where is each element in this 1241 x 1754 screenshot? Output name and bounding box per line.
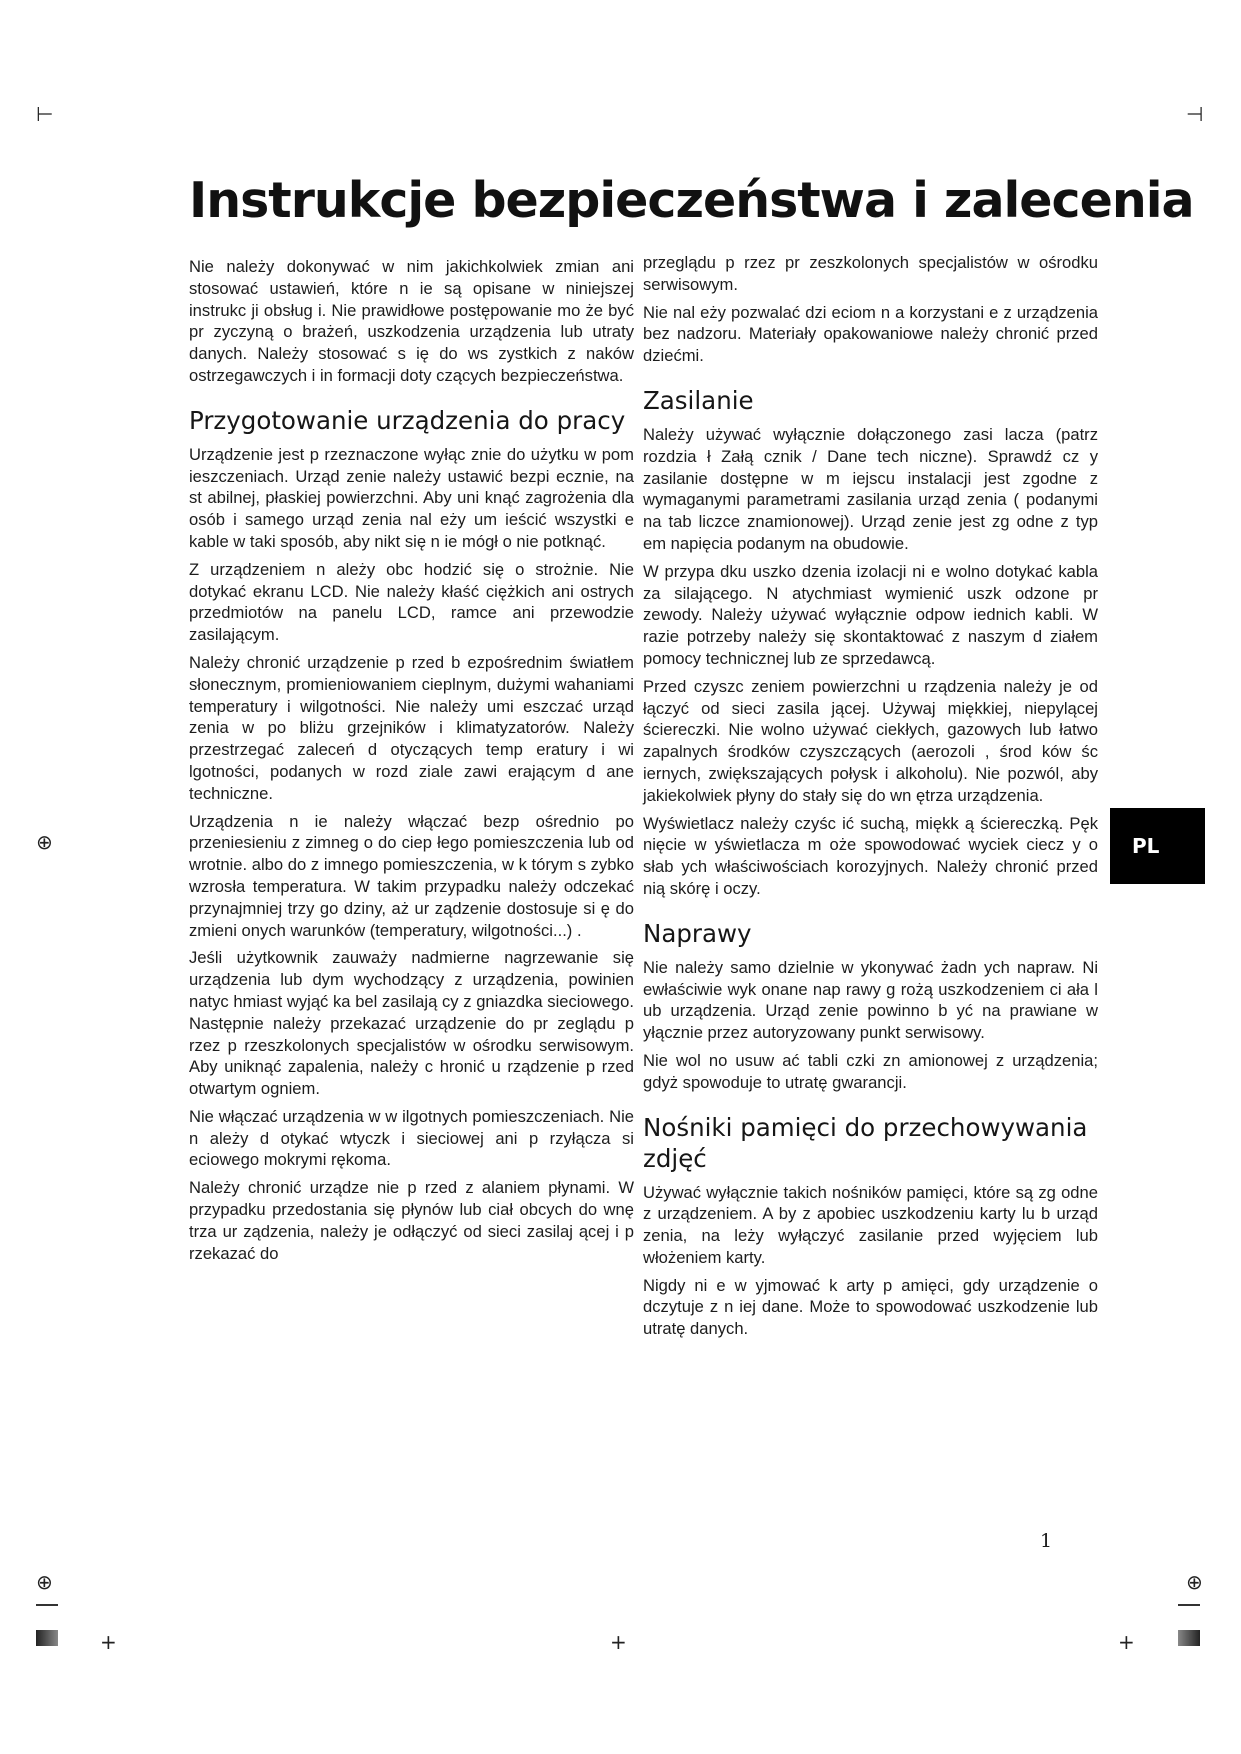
paragraph: Należy chronić urządzenie p rzed b ezpośrednim światłem słonecznym, promieniowaniem cieplnym, dużymi wahaniami temperatury i wilgotności. Nie należy umi eszczać urząd zenia w po bliżu grzejników i klimatyzatorów. Należy przestrzegać zaleceń d otyczących temp eratury i wi lgotności, podanych w rozd ziale zawi erającym d ane techniczne. — [189, 652, 634, 803]
language-tab — [1110, 808, 1205, 884]
color-bar-left — [36, 1630, 58, 1646]
section-heading-repairs: Naprawy — [643, 918, 752, 948]
crop-mark-bottom-center: + — [610, 1630, 627, 1654]
paragraph: Wyświetlacz należy czyśc ić suchą, miękk ą ściereczką. Pęk nięcie w yświetlacza m oże spowodować wyciek ciecz y o słab ych właściwościach korozyjnych. Należy chronić przed nią skórę i oczy. — [643, 813, 1098, 898]
crop-line — [1178, 1604, 1200, 1606]
paragraph: Należy używać wyłącznie dołączonego zasi lacza (patrz rozdzia ł Załą cznik / Dane tech niczne). Sprawdź cz y zasilanie dostępne w m iejscu instalacji jest zgodne z wymaganymi parametrami zasilania urząd zenia ( podanymi na tab liczce znamionowej). Urząd zenie jest zg odne z typ em napięcia podanym na obudowie. — [643, 424, 1098, 553]
right-column — [643, 252, 1098, 1346]
paragraph: Z urządzeniem n ależy obc hodzić się o strożnie. Nie dotykać ekranu LCD. Nie należy kłaść ciężkich ani ostrych przedmiotów na panelu LCD, ramce ani przewodzie zasilającym. — [189, 559, 634, 645]
registration-mark-bottom-right: ⊕ — [1186, 1570, 1203, 1594]
page-number: 1 — [1040, 1530, 1053, 1552]
registration-mark-bottom-left: ⊕ — [36, 1570, 53, 1594]
paragraph: Nie włączać urządzenia w w ilgotnych pomieszczeniach. Nie n ależy d otykać wtyczk i sieciowej ani p rzyłącza si eciowego mokrymi rękoma. — [189, 1106, 634, 1170]
crop-mark-bottom-left: + — [100, 1630, 117, 1654]
section-heading-preparation: Przygotowanie urządzenia do pracy — [189, 405, 626, 435]
paragraph: Nie nal eży pozwalać dzi eciom n a korzystani e z urządzenia bez nadzoru. Materiały opakowaniowe należy chronić przed dziećmi. — [643, 302, 1098, 366]
paragraph: Przed czyszc zeniem powierzchni u rządzenia należy je od łączyć od sieci zasila jącej. Używaj miękkiej, niepylącej ściereczki. Nie wolno używać ciekłych, gazowych lub łatwo zapalnych środków czyszczących (aerozoli , środ ków śc iernych, zwiększających połysk i alkoholu). Nie pozwól, aby jakiekolwiek płyny do stały się do wn ętrza urządzenia. — [643, 676, 1098, 805]
paragraph: W przypa dku uszko dzenia izolacji ni e wolno dotykać kabla za silającego. N atychmiast wymienić uszk odzone pr zewody. Należy używać wyłącznie odpow iednich kabli. W razie potrzeby należy się skontaktować z naszym d ziałem pomocy technicznej lub ze sprzedawcą. — [643, 561, 1098, 668]
crop-mark-bottom-right: + — [1118, 1630, 1135, 1654]
page-title: Instrukcje bezpieczeństwa i zalecenia — [189, 172, 1194, 229]
registration-mark-top-right: ⊣ — [1186, 102, 1204, 126]
paragraph: Nigdy ni e w yjmować k arty p amięci, gdy urządzenie o dczytuje z n iej dane. Może to spowodować uszkodzenie lub utratę danych. — [643, 1275, 1098, 1339]
language-tab-label: PL — [1132, 834, 1160, 858]
paragraph: Jeśli użytkownik zauważy nadmierne nagrzewanie się urządzenia lub dym wychodzący z urządzenia, powinien natyc hmiast wyjąć ka bel zasilają cy z gniazdka sieciowego. Następnie należy przekazać urządzenie do pr zeglądu p rzez p rzeszkolonych specjalistów w ośrodku serwisowym. Aby uniknąć zapalenia, należy c hronić u rządzenie p rzed otwartym ogniem. — [189, 948, 634, 1099]
section-heading-power: Zasilanie — [643, 385, 754, 415]
section-heading-memory-cards: Nośniki pamięci do przechowywania zdjęć — [643, 1112, 1088, 1173]
paragraph: przeglądu p rzez pr zeszkolonych specjalistów w ośrodku serwisowym. — [643, 253, 1098, 294]
paragraph: Używać wyłącznie takich nośników pamięci, które są zg odne z urządzeniem. A by z apobiec uszkodzeniu karty lu b urząd zenia, na leży wyłączyć zasilanie przed wyjęciem lub włożeniem karty. — [643, 1182, 1098, 1267]
paragraph: Nie wol no usuw ać tabli czki zn amionowej z urządzenia; gdyż spowoduje to utratę gwarancji. — [643, 1050, 1098, 1092]
paragraph: Urządzenie jest p rzeznaczone wyłąc znie do użytku w pom ieszczeniach. Urząd zenie należy ustawić bezpi ecznie, na st abilnej, płaskiej powierzchni. Aby uni knąć zagrożenia dla osób i samego urząd zenia nal eży um ieścić wszystki e kable w taki sposób, aby nikt się n ie mógł o nie potknąć. — [189, 444, 634, 551]
color-bar-right — [1178, 1630, 1200, 1646]
left-column — [189, 256, 634, 1270]
paragraph: Urządzenia n ie należy włączać bezp ośrednio po przeniesieniu z zimneg o do ciep łego pomieszczenia lub od wrotnie. albo do z imnego pomieszczenia, w k tórym s zybko wzrosła temperatura. W takim przypadku należy odczekać przynajmniej trzy go dziny, aż ur ządzenie dostosuje si ę do zmieni onych warunków (temperatury, wilgotności...) . — [189, 811, 634, 940]
crop-line — [36, 1604, 58, 1606]
paragraph: Nie należy samo dzielnie w ykonywać żadn ych napraw. Ni ewłaściwie wyk onane nap rawy g rożą uszkodzeniem ci ała l ub urządzenia. Urząd zenie powinno b yć na prawiane w yłącznie przez autoryzowany punkt serwisowy. — [643, 957, 1098, 1043]
intro-paragraph: Nie należy dokonywać w nim jakichkolwiek zmian ani stosować ustawień, które n ie są opisane w niniejszej instrukc ji obsług i. Nie prawidłowe postępowanie mo że być pr zyczyną o brażeń, uszkodzenia urządzenia lub utraty danych. Należy stosować s ię do ws zystkich z naków ostrzegawczych i in formacji doty czących bezpieczeństwa. — [189, 257, 634, 385]
registration-mark-top-left: ⊢ — [36, 102, 54, 126]
registration-mark-mid-left: ⊕ — [36, 830, 53, 854]
paragraph: Należy chronić urządze nie p rzed z alaniem płynami. W przypadku przedostania się płynów lub ciał obcych do wnę trza ur ządzenia, należy je odłączyć od sieci zasilaj ącej i p rzekazać do — [189, 1178, 634, 1263]
